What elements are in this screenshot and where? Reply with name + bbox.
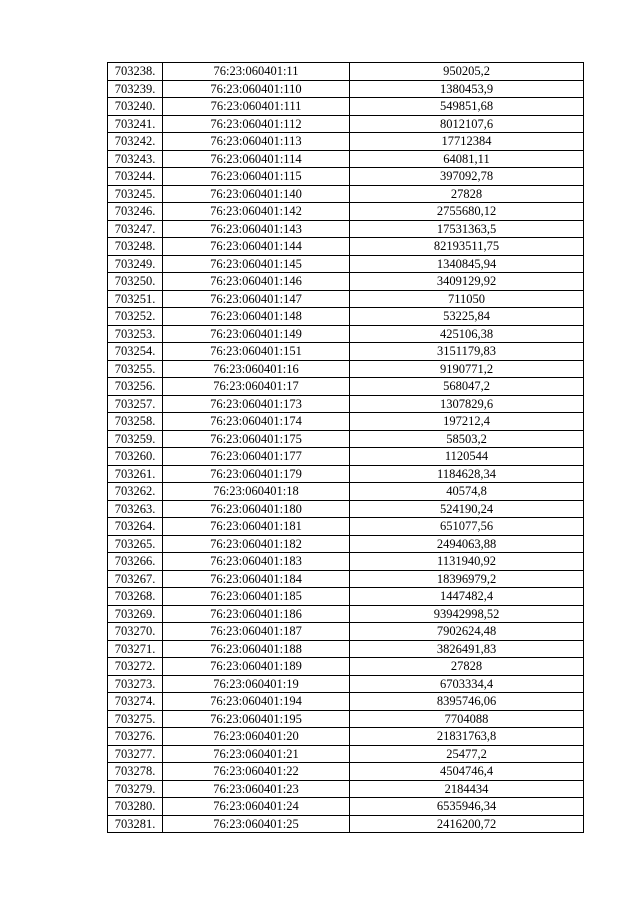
row-number-cell: 703278. [108,763,163,781]
table-row [108,693,584,711]
row-number-cell: 703245. [108,185,163,203]
table-row [108,98,584,116]
table-row [108,133,584,151]
row-number-cell: 703269. [108,605,163,623]
table-row [108,745,584,763]
row-number-cell: 703273. [108,675,163,693]
table-row [108,413,584,431]
row-number-cell: 703255. [108,360,163,378]
cadastral-value-cell: 25477,2 [350,745,584,763]
cadastral-number-cell: 76:23:060401:21 [163,745,350,763]
cadastral-value-cell: 568047,2 [350,378,584,396]
row-number-cell: 703272. [108,658,163,676]
row-number-cell: 703252. [108,308,163,326]
cadastral-number-cell: 76:23:060401:180 [163,500,350,518]
row-number-cell: 703279. [108,780,163,798]
row-number-cell: 703262. [108,483,163,501]
table-row [108,203,584,221]
cadastral-value-cell: 950205,2 [350,63,584,81]
table-row [108,500,584,518]
table-row [108,290,584,308]
table-row [108,360,584,378]
cadastral-value-cell: 3826491,83 [350,640,584,658]
cadastral-number-cell: 76:23:060401:16 [163,360,350,378]
cadastral-number-cell: 76:23:060401:151 [163,343,350,361]
table-row [108,308,584,326]
table-row [108,255,584,273]
cadastral-number-cell: 76:23:060401:20 [163,728,350,746]
cadastral-value-cell: 7704088 [350,710,584,728]
cadastral-value-cell: 8012107,6 [350,115,584,133]
table-row [108,815,584,833]
row-number-cell: 703275. [108,710,163,728]
cadastral-value-cell: 1380453,9 [350,80,584,98]
row-number-cell: 703239. [108,80,163,98]
cadastral-value-cell: 3409129,92 [350,273,584,291]
table-row [108,640,584,658]
cadastral-number-cell: 76:23:060401:189 [163,658,350,676]
cadastral-value-cell: 2416200,72 [350,815,584,833]
row-number-cell: 703259. [108,430,163,448]
cadastral-number-cell: 76:23:060401:24 [163,798,350,816]
cadastral-number-cell: 76:23:060401:17 [163,378,350,396]
cadastral-number-cell: 76:23:060401:112 [163,115,350,133]
cadastral-value-cell: 1184628,34 [350,465,584,483]
table-row [108,430,584,448]
row-number-cell: 703276. [108,728,163,746]
row-number-cell: 703244. [108,168,163,186]
table-row [108,150,584,168]
cadastral-value-cell: 17531363,5 [350,220,584,238]
cadastral-value-cell: 21831763,8 [350,728,584,746]
cadastral-number-cell: 76:23:060401:188 [163,640,350,658]
row-number-cell: 703243. [108,150,163,168]
cadastral-number-cell: 76:23:060401:19 [163,675,350,693]
table-row [108,518,584,536]
cadastral-value-cell: 1307829,6 [350,395,584,413]
row-number-cell: 703257. [108,395,163,413]
cadastral-number-cell: 76:23:060401:142 [163,203,350,221]
cadastral-number-cell: 76:23:060401:174 [163,413,350,431]
cadastral-value-cell: 2184434 [350,780,584,798]
cadastral-value-cell: 7902624,48 [350,623,584,641]
cadastral-number-cell: 76:23:060401:182 [163,535,350,553]
cadastral-value-cell: 9190771,2 [350,360,584,378]
row-number-cell: 703242. [108,133,163,151]
row-number-cell: 703265. [108,535,163,553]
row-number-cell: 703238. [108,63,163,81]
row-number-cell: 703248. [108,238,163,256]
cadastral-number-cell: 76:23:060401:184 [163,570,350,588]
cadastral-number-cell: 76:23:060401:147 [163,290,350,308]
cadastral-value-cell: 397092,78 [350,168,584,186]
table-row [108,798,584,816]
cadastral-number-cell: 76:23:060401:175 [163,430,350,448]
cadastral-value-cell: 18396979,2 [350,570,584,588]
row-number-cell: 703270. [108,623,163,641]
cadastral-number-cell: 76:23:060401:194 [163,693,350,711]
table-row [108,728,584,746]
cadastral-value-cell: 651077,56 [350,518,584,536]
row-number-cell: 703264. [108,518,163,536]
table-row [108,168,584,186]
cadastral-value-cell: 58503,2 [350,430,584,448]
row-number-cell: 703241. [108,115,163,133]
cadastral-value-cell: 711050 [350,290,584,308]
row-number-cell: 703277. [108,745,163,763]
row-number-cell: 703247. [108,220,163,238]
row-number-cell: 703266. [108,553,163,571]
table-row [108,710,584,728]
table-row [108,448,584,466]
cadastral-value-cell: 4504746,4 [350,763,584,781]
cadastral-value-cell: 425106,38 [350,325,584,343]
cadastral-value-cell: 3151179,83 [350,343,584,361]
table-row [108,675,584,693]
cadastral-number-cell: 76:23:060401:113 [163,133,350,151]
row-number-cell: 703267. [108,570,163,588]
cadastral-value-cell: 1120544 [350,448,584,466]
row-number-cell: 703263. [108,500,163,518]
row-number-cell: 703258. [108,413,163,431]
cadastral-number-cell: 76:23:060401:140 [163,185,350,203]
row-number-cell: 703254. [108,343,163,361]
cadastral-number-cell: 76:23:060401:177 [163,448,350,466]
cadastral-number-cell: 76:23:060401:25 [163,815,350,833]
cadastral-value-table [107,62,584,833]
table-row [108,553,584,571]
cadastral-number-cell: 76:23:060401:195 [163,710,350,728]
cadastral-number-cell: 76:23:060401:148 [163,308,350,326]
cadastral-number-cell: 76:23:060401:114 [163,150,350,168]
cadastral-number-cell: 76:23:060401:186 [163,605,350,623]
cadastral-number-cell: 76:23:060401:11 [163,63,350,81]
table-row [108,395,584,413]
row-number-cell: 703261. [108,465,163,483]
cadastral-value-cell: 6703334,4 [350,675,584,693]
cadastral-value-cell: 1447482,4 [350,588,584,606]
cadastral-number-cell: 76:23:060401:144 [163,238,350,256]
cadastral-number-cell: 76:23:060401:183 [163,553,350,571]
cadastral-value-cell: 27828 [350,658,584,676]
cadastral-value-cell: 1131940,92 [350,553,584,571]
cadastral-number-cell: 76:23:060401:173 [163,395,350,413]
cadastral-number-cell: 76:23:060401:179 [163,465,350,483]
table-body [108,63,584,833]
row-number-cell: 703240. [108,98,163,116]
row-number-cell: 703271. [108,640,163,658]
table-row [108,80,584,98]
row-number-cell: 703281. [108,815,163,833]
table-row [108,185,584,203]
table-row [108,273,584,291]
cadastral-number-cell: 76:23:060401:23 [163,780,350,798]
table-row [108,63,584,81]
row-number-cell: 703253. [108,325,163,343]
row-number-cell: 703280. [108,798,163,816]
cadastral-value-cell: 8395746,06 [350,693,584,711]
cadastral-number-cell: 76:23:060401:22 [163,763,350,781]
cadastral-number-cell: 76:23:060401:115 [163,168,350,186]
row-number-cell: 703256. [108,378,163,396]
table-row [108,570,584,588]
row-number-cell: 703251. [108,290,163,308]
table-row [108,220,584,238]
table-row [108,325,584,343]
cadastral-number-cell: 76:23:060401:110 [163,80,350,98]
table-row [108,780,584,798]
row-number-cell: 703249. [108,255,163,273]
cadastral-value-cell: 524190,24 [350,500,584,518]
table-row [108,605,584,623]
cadastral-number-cell: 76:23:060401:18 [163,483,350,501]
row-number-cell: 703260. [108,448,163,466]
table-row [108,378,584,396]
cadastral-value-cell: 2755680,12 [350,203,584,221]
row-number-cell: 703246. [108,203,163,221]
table-row [108,115,584,133]
cadastral-number-cell: 76:23:060401:185 [163,588,350,606]
table-row [108,623,584,641]
cadastral-value-cell: 40574,8 [350,483,584,501]
table-row [108,588,584,606]
cadastral-number-cell: 76:23:060401:146 [163,273,350,291]
table-row [108,763,584,781]
table-row [108,238,584,256]
cadastral-value-cell: 64081,11 [350,150,584,168]
cadastral-number-cell: 76:23:060401:143 [163,220,350,238]
row-number-cell: 703268. [108,588,163,606]
table-row [108,483,584,501]
row-number-cell: 703250. [108,273,163,291]
cadastral-value-cell: 1340845,94 [350,255,584,273]
cadastral-value-cell: 17712384 [350,133,584,151]
cadastral-value-cell: 82193511,75 [350,238,584,256]
table-row [108,465,584,483]
cadastral-value-cell: 6535946,34 [350,798,584,816]
cadastral-value-cell: 93942998,52 [350,605,584,623]
table-row [108,343,584,361]
cadastral-number-cell: 76:23:060401:181 [163,518,350,536]
cadastral-value-cell: 197212,4 [350,413,584,431]
cadastral-value-cell: 53225,84 [350,308,584,326]
table-row [108,658,584,676]
table-row [108,535,584,553]
cadastral-number-cell: 76:23:060401:149 [163,325,350,343]
cadastral-number-cell: 76:23:060401:111 [163,98,350,116]
cadastral-number-cell: 76:23:060401:187 [163,623,350,641]
cadastral-value-cell: 549851,68 [350,98,584,116]
row-number-cell: 703274. [108,693,163,711]
cadastral-value-cell: 2494063,88 [350,535,584,553]
cadastral-number-cell: 76:23:060401:145 [163,255,350,273]
cadastral-value-cell: 27828 [350,185,584,203]
